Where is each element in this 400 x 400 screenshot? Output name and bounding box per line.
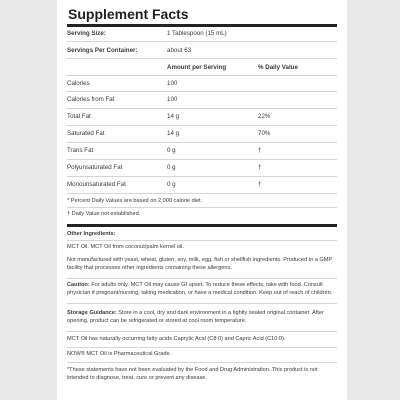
nutrient-name: Monounsaturated Fat — [67, 181, 126, 188]
caution-label: Caution: — [67, 282, 90, 288]
section-divider — [67, 224, 337, 227]
footnote-not-established: † Daily Value not established. — [67, 211, 141, 217]
fda-disclaimer: *These statements have not been evaluated by the Food and Drug Administration. This product is not intended to diagnose, treat, cure or prevent any disease. — [67, 367, 318, 382]
divider — [67, 58, 337, 59]
divider — [67, 142, 337, 143]
other-ingredients-line1: MCT Oil. MCT Oil from coconut/palm kernel oil. — [67, 244, 184, 250]
fatty-acids-statement: MCT Oil has naturally occurring fatty acids Caprylic Acid (C8:0) and Capric Acid (C10:0). — [67, 336, 286, 342]
divider — [67, 176, 337, 177]
divider — [67, 303, 337, 304]
servings-per-container-value: about 63 — [167, 47, 192, 54]
divider — [67, 331, 337, 332]
nutrient-daily-value: † — [258, 164, 262, 171]
divider — [67, 91, 337, 92]
nutrient-amount: 14 g — [167, 113, 180, 120]
storage-text: Store in a cool, dry and dark environment in a tightly sealed original container. After opening, product can be refrigerated or stored at cool room temperature. — [67, 310, 324, 325]
divider — [67, 362, 337, 363]
table-row — [67, 93, 337, 107]
grade-statement: NOW® MCT Oil is Pharmaceutical Grade. — [67, 351, 172, 357]
allergen-statement: Not manufactured with yeast, wheat, gluten, soy, milk, egg, fish or shellfish ingredients. Produced in a GMP facility that processes other ingredients containing these allergens. — [67, 257, 333, 272]
daily-value-header: % Daily Value — [258, 64, 298, 71]
table-row — [67, 77, 337, 91]
nutrient-name: Total Fat — [67, 113, 91, 120]
serving-size-label: Serving Size: — [67, 30, 106, 37]
supplement-facts-panel — [57, 0, 347, 400]
table-header-row — [67, 61, 337, 75]
serving-size-row — [67, 27, 337, 41]
nutrient-daily-value: † — [258, 147, 262, 154]
nutrient-name: Polyunsaturated Fat — [67, 164, 123, 171]
nutrient-amount: 0 g — [167, 147, 176, 154]
divider — [67, 240, 337, 241]
table-row — [67, 161, 337, 175]
divider — [67, 75, 337, 76]
nutrient-amount: 0 g — [167, 164, 176, 171]
nutrient-amount: 14 g — [167, 130, 180, 137]
divider — [67, 159, 337, 160]
table-row — [67, 110, 337, 124]
page-title: Supplement Facts — [68, 6, 189, 22]
nutrient-amount: 100 — [167, 96, 178, 103]
nutrient-daily-value: 70% — [258, 130, 271, 137]
divider — [67, 278, 337, 279]
servings-per-container-row — [67, 44, 337, 58]
nutrient-name: Saturated Fat — [67, 130, 105, 137]
amount-header: Amount per Serving — [167, 64, 227, 71]
divider — [67, 41, 337, 42]
other-ingredients-heading: Other Ingredients: — [67, 231, 116, 237]
nutrient-daily-value: 22% — [258, 113, 271, 120]
storage-label: Storage Guidance: — [67, 310, 117, 316]
divider — [67, 108, 337, 109]
nutrient-name: Calories from Fat — [67, 96, 115, 103]
divider — [67, 347, 337, 348]
servings-per-container-label: Servings Per Container: — [67, 47, 138, 54]
table-row — [67, 178, 337, 192]
nutrient-name: Calories — [67, 80, 90, 87]
divider — [67, 207, 337, 208]
caution-text: For adults only. MCT Oil may cause GI upset. To reduce these effects, take with food. Consult physician if pregnant/nursing, taking medication, or have a medical condition. Keep out of reach of children. — [67, 282, 333, 297]
nutrient-daily-value: † — [258, 181, 262, 188]
nutrient-name: Trans Fat — [67, 147, 94, 154]
divider — [67, 125, 337, 126]
serving-size-value: 1 Tablespoon (15 mL) — [167, 30, 227, 37]
divider — [67, 193, 337, 194]
table-row — [67, 127, 337, 141]
storage-statement — [67, 309, 337, 326]
footnote-daily-values: * Percent Daily Values are based on 2,000 calorie diet. — [67, 198, 203, 204]
nutrient-amount: 0 g — [167, 181, 176, 188]
caution-statement — [67, 281, 337, 298]
nutrient-amount: 100 — [167, 80, 178, 87]
table-row — [67, 144, 337, 158]
